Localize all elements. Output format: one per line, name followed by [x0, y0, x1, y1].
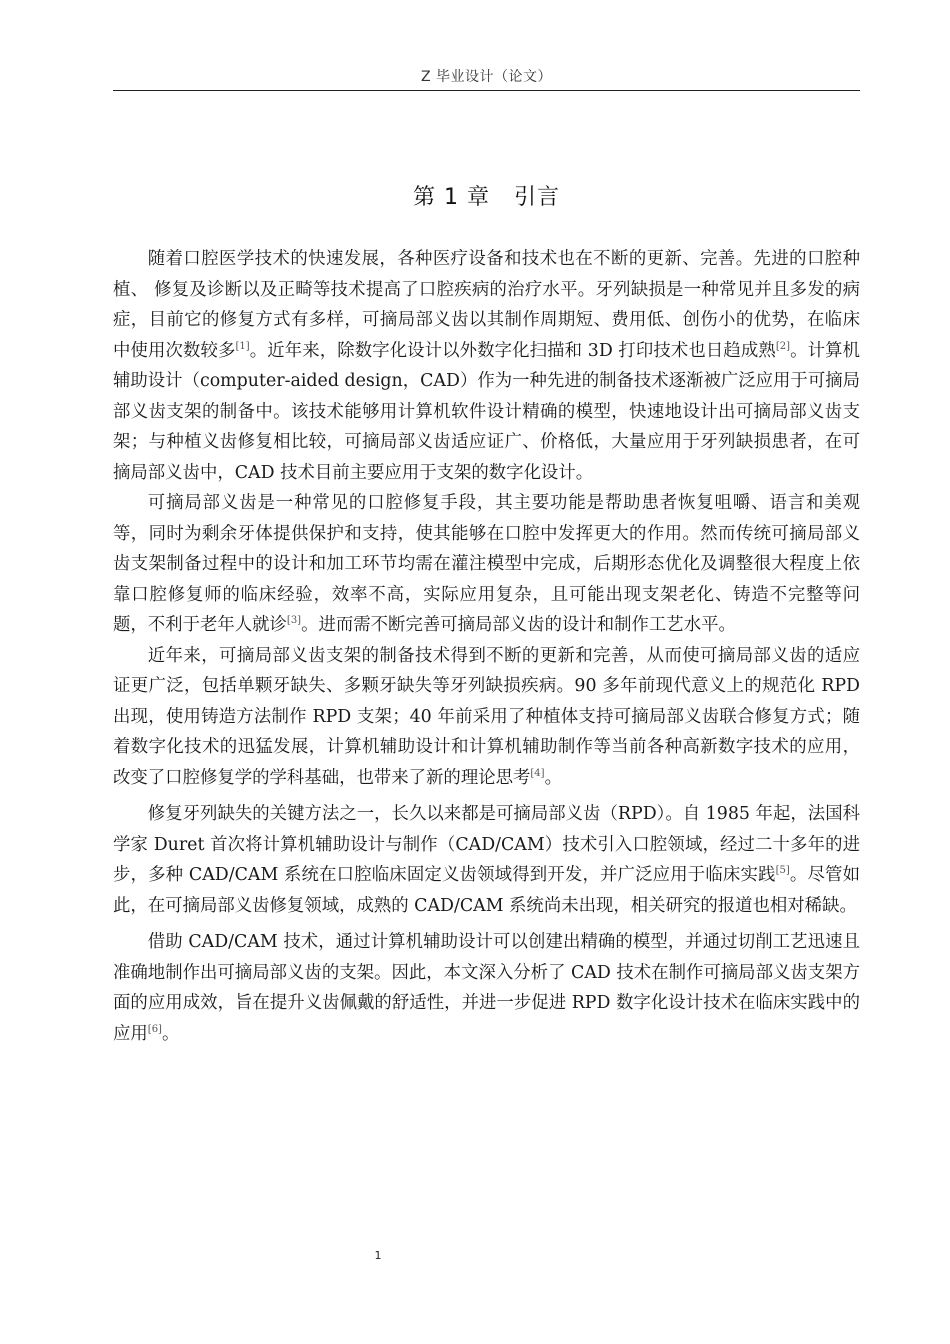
paragraph-text: 修复牙列缺失的关键方法之一，长久以来都是可摘局部义齿（RPD）。自 1985 年起，法国科学家 Duret 首次将计算机辅助设计与制作（CAD/CAM）技术引入口腔领域，经过二十多年的进步，多种 CAD/CAM 系统在口腔临床固定义齿领域得到开发，并广泛应用于临床实践 [113, 804, 860, 885]
paragraph-text: 。计算机辅助设计（computer-aided design，CAD）作为一种先进的制备技术逐渐被广泛应用于可摘局部义齿支架的制备中。该技术能够用计算机软件设计精确的模型，快速地设计出可摘局部义齿支架；与种植义齿修复相比较，可摘局部义齿适应证广、价格低，大量应用于牙列缺损患者，在可摘局部义齿中，CAD 技术目前主要应用于支架的数字化设计。 [113, 340, 860, 483]
paragraph-1 [113, 244, 860, 488]
body-text [113, 244, 860, 1049]
citation-5: [5] [775, 865, 790, 877]
paragraph-3 [113, 641, 860, 794]
paragraph-text: 。 [161, 1023, 180, 1044]
paragraph-text: 可摘局部义齿是一种常见的口腔修复手段，其主要功能是帮助患者恢复咀嚼、语言和美观等，同时为剩余牙体提供保护和支持，使其能够在口腔中发挥更大的作用。然而传统可摘局部义齿支架制备过程中的设计和加工环节均需在灌注模型中完成，后期形态优化及调整很大程度上依靠口腔修复师的临床经验，效率不高，实际应用复杂，且可能出现支架老化、铸造不完整等问题，不利于老年人就诊 [113, 493, 860, 635]
citation-3: [3] [286, 615, 302, 627]
citation-6: [6] [147, 1023, 162, 1035]
chapter-title [113, 180, 860, 211]
citation-4: [4] [530, 767, 545, 779]
chapter-name: 引言 [513, 185, 560, 210]
running-header: Z 毕业设计（论文） [420, 69, 553, 85]
paragraph-text: 。尽管如此，在可摘局部义齿修复领域，成熟的 CAD/CAM 系统尚未出现，相关研究的报道也相对稀缺。 [113, 865, 860, 916]
citation-2: [2] [775, 340, 790, 352]
paragraph-5 [113, 927, 860, 1049]
chapter-number: 第 1 章 [413, 185, 490, 210]
paragraph-2 [113, 488, 860, 641]
paragraph-text: 。近年来，除数字化设计以外数字化扫描和 3D 打印技术也日趋成熟 [249, 340, 776, 361]
page-number: 1 [374, 1249, 382, 1262]
citation-1: [1] [235, 340, 250, 352]
paragraph-text: 。进而需不断完善可摘局部义齿的设计和制作工艺水平。 [301, 615, 736, 635]
paragraph-4 [113, 799, 860, 921]
paragraph-text: 。 [544, 767, 562, 788]
header-rule [113, 90, 860, 91]
paragraph-text: 随着口腔医学技术的快速发展，各种医疗设备和技术也在不断的更新、完善。先进的口腔种植、 修复及诊断以及正畸等技术提高了口腔疾病的治疗水平。牙列缺损是一种常见并且多发的病症，目前它的修复方式有多样，可摘局部义齿以其制作周期短、费用低、创伤小的优势，在临床中使用次数较多 [113, 249, 860, 361]
paragraph-text: 近年来，可摘局部义齿支架的制备技术得到不断的更新和完善，从而使可摘局部义齿的适应证更广泛，包括单颗牙缺失、多颗牙缺失等牙列缺损疾病。90 多年前现代意义上的规范化 RPD 出现，使用铸造方法制作 RPD 支架；40 年前采用了种植体支持可摘局部义齿联合修复方式；随着数字化技术的迅猛发展，计算机辅助设计和计算机辅助制作等当前各种高新数字技术的应用，改变了口腔修复学的学科基础，也带来了新的理论思考 [113, 645, 860, 788]
paragraph-text: 借助 CAD/CAM 技术，通过计算机辅助设计可以创建出精确的模型，并通过切削工艺迅速且准确地制作出可摘局部义齿的支架。因此，本文深入分析了 CAD 技术在制作可摘局部义齿支架方面的应用成效，旨在提升义齿佩戴的舒适性，并进一步促进 RPD 数字化设计技术在临床实践中的应用 [113, 932, 860, 1044]
